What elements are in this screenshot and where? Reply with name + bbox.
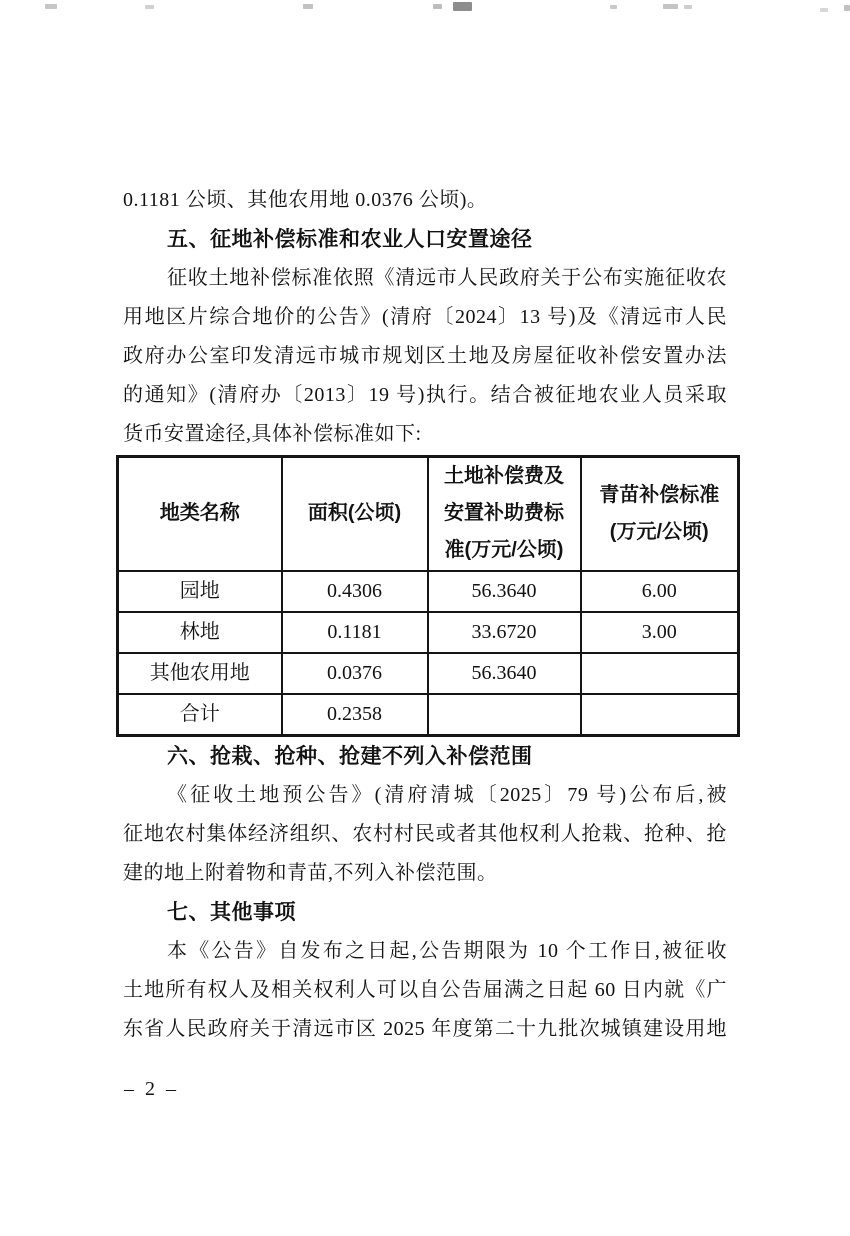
paragraph-line: 土地所有权人及相关权利人可以自公告届满之日起 60 日内就《广 <box>123 978 727 1001</box>
paragraph-line: 东省人民政府关于清远市区 2025 年度第二十九批次城镇建设用地 <box>123 1017 727 1040</box>
compensation-table <box>116 455 740 737</box>
table-header-cell: 地类名称 <box>118 457 282 571</box>
table-cell: 0.1181 <box>282 612 428 653</box>
table-cell: 6.00 <box>581 571 739 612</box>
paragraph-line: 征地农村集体经济组织、农村村民或者其他权利人抢栽、抢种、抢 <box>123 822 727 845</box>
table-cell: 其他农用地 <box>118 653 282 694</box>
scan-artifact <box>684 5 692 9</box>
table-header-cell: 青苗补偿标准(万元/公顷) <box>581 457 739 571</box>
paragraph-line: 的通知》(清府办〔2013〕19 号)执行。结合被征地农业人员采取 <box>123 384 727 406</box>
scan-artifact <box>610 5 617 9</box>
paragraph-line: 货币安置途径,具体补偿标准如下: <box>123 423 422 445</box>
scan-artifact <box>663 4 678 9</box>
table-cell: 56.3640 <box>428 653 581 694</box>
scan-artifact <box>453 2 472 11</box>
page-number: – 2 – <box>124 1078 179 1100</box>
scan-artifact <box>303 4 313 9</box>
table-cell: 0.4306 <box>282 571 428 612</box>
paragraph-line: 0.1181 公顷、其他农用地 0.0376 公顷)。 <box>123 189 488 211</box>
table-row <box>118 694 739 736</box>
paragraph-line: 征收土地补偿标准依照《清远市人民政府关于公布实施征收农 <box>167 267 727 289</box>
table-cell: 合计 <box>118 694 282 736</box>
table-cell: 33.6720 <box>428 612 581 653</box>
table-header-cell: 面积(公顷) <box>282 457 428 571</box>
scan-artifact <box>45 4 57 9</box>
section-heading: 七、其他事项 <box>167 900 296 924</box>
table-cell: 林地 <box>118 612 282 653</box>
paragraph-line: 《征收土地预公告》(清府清城〔2025〕79 号)公布后,被 <box>167 783 727 806</box>
scan-artifact <box>820 8 828 12</box>
table-cell: 0.2358 <box>282 694 428 736</box>
table-row <box>118 653 739 694</box>
paragraph-line: 建的地上附着物和青苗,不列入补偿范围。 <box>123 861 498 884</box>
scan-artifact <box>844 5 850 11</box>
table-cell <box>581 694 739 736</box>
table-row <box>118 571 739 612</box>
paragraph-line: 本《公告》自发布之日起,公告期限为 10 个工作日,被征收 <box>167 939 727 962</box>
scan-artifact <box>145 5 154 9</box>
section-heading: 六、抢栽、抢种、抢建不列入补偿范围 <box>167 744 533 768</box>
table-cell: 56.3640 <box>428 571 581 612</box>
table-cell: 3.00 <box>581 612 739 653</box>
table-cell <box>581 653 739 694</box>
table-cell: 园地 <box>118 571 282 612</box>
paragraph-line: 政府办公室印发清远市城市规划区土地及房屋征收补偿安置办法 <box>123 345 727 367</box>
section-heading: 五、征地补偿标准和农业人口安置途径 <box>167 228 533 251</box>
table-header-cell: 土地补偿费及安置补助费标准(万元/公顷) <box>428 457 581 571</box>
scan-artifact <box>433 4 442 9</box>
document-body <box>116 181 737 1049</box>
table-row <box>118 612 739 653</box>
table-cell <box>428 694 581 736</box>
paragraph-line: 用地区片综合地价的公告》(清府〔2024〕13 号)及《清远市人民 <box>123 306 727 328</box>
table-header-row <box>118 457 739 571</box>
table-cell: 0.0376 <box>282 653 428 694</box>
